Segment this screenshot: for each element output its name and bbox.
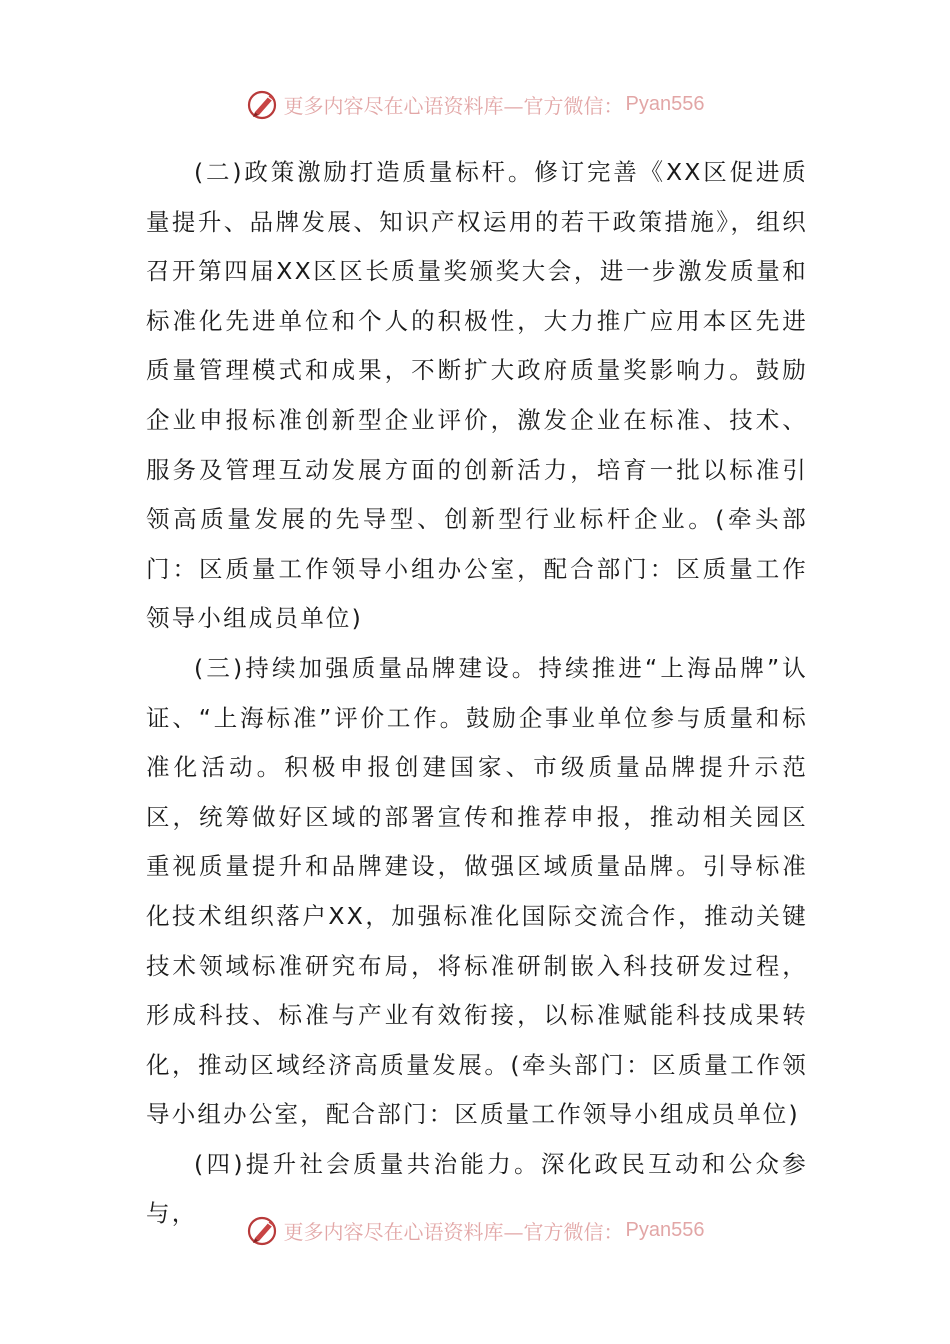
watermark-wechat-id: Pyan556: [625, 1218, 705, 1241]
watermark-footer: [0, 1210, 950, 1250]
paragraph-3: (三)持续加强质量品牌建设。持续推进“上海品牌”认证、“上海标准”评价工作。鼓励企事业单位参与质量和标准化活动。积极申报创建国家、市级质量品牌提升示范区，统筹做好区域的部署宣传和推荐申报，推动相关园区重视质量提升和品牌建设，做强区域质量品牌。引导标准化技术组织落户XX，加强标准化国际交流合作，推动关键技术领域标准研究布局，将标准研制嵌入科技研发过程，形成科技、标准与产业有效衔接，以标准赋能科技成果转化，推动区域经济高质量发展。(牵头部门：区质量工作领导小组办公室，配合部门：区质量工作领导小组成员单位): [146, 653, 808, 1129]
watermark-wechat-id: Pyan556: [625, 92, 705, 115]
pen-logo-icon: [246, 87, 280, 121]
paragraph-4: (四)提升社会质量共治能力。深化政民互动和公众参与，: [146, 1149, 808, 1228]
pen-logo-icon: [246, 1213, 280, 1247]
watermark-header: [0, 84, 950, 124]
watermark-text: 更多内容尽在心语资料库—官方微信：: [283, 1219, 624, 1244]
watermark-text: 更多内容尽在心语资料库—官方微信：: [283, 93, 624, 118]
document-body: [146, 148, 808, 1239]
paragraph-2: (二)政策激励打造质量标杆。修订完善《XX区促进质量提升、品牌发展、知识产权运用的若干政策措施》，组织召开第四届XX区区长质量奖颁奖大会，进一步激发质量和标准化先进单位和个人的积极性，大力推广应用本区先进质量管理模式和成果，不断扩大政府质量奖影响力。鼓励企业申报标准创新型企业评价，激发企业在标准、技术、服务及管理互动发展方面的创新活力，培育一批以标准引领高质量发展的先导型、创新型行业标杆企业。(牵头部门：区质量工作领导小组办公室，配合部门：区质量工作领导小组成员单位): [146, 158, 808, 633]
